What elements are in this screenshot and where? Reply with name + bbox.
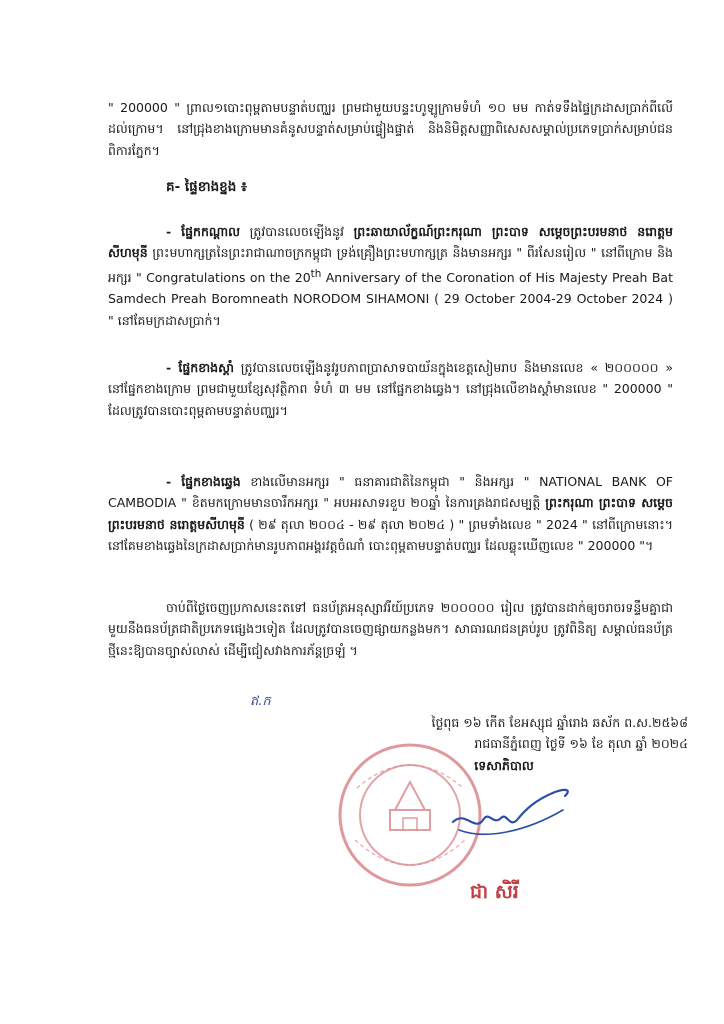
left-paragraph: [108, 471, 673, 557]
intro-text: " 200000 " ព្រាល១បោះពុម្ពតាមបន្ទាត់បញ្ឈរ ព្រមជាមួយបន្ទះហូឡូក្រាមទំហំ ១០ មម កាត់ទទឹងផ្ទៃក្រដាសប្រាក់ពីលើដល់ក្រោម។ នៅជ្រុងខាងក្រោមមានគំនូសបន្ទាត់សម្រាប់ផ្ទៀងផ្ទាត់ និងនិមិត្តសញ្ញាពិសេសសម្គាល់ប្រភេទប្រាក់សម្រាប់ជនពិការភ្នែក។: [108, 99, 673, 158]
center-paragraph: [108, 221, 673, 332]
signer-name: ជា សិរី: [470, 881, 519, 903]
center-sup: th: [310, 267, 322, 280]
handwritten-initial: ឥ.ក: [250, 694, 271, 709]
center-text-a: ត្រូវបានលេចឡើងនូវ: [240, 223, 354, 239]
center-text-b: ព្រះមហាក្សត្រនៃព្រះរាជាណាចក្រកម្ពុជា ទ្រង់គ្រឿងព្រះមហាក្សត្រ និងមានអក្សរ " ពីរសែនរៀល " នៅពីក្រោម និងអក្សរ " Congratulations on the 20: [108, 245, 673, 285]
left-text-b: ( ២៩ តុលា ២០០៤ - ២៩ តុលា ២០២៤ ) " ព្រមទាំងលេខ " 2024 " នៅពីក្រោមនោះ។ នៅគែមខាងឆ្វេងនៃក្រដាសប្រាក់មានរូបភាពអង្គរវត្តចំណាំ បោះពុម្ពតាមបន្ទាត់បញ្ឈរ ដែលឆ្លុះឃើញលេខ " 200000 "។: [108, 516, 673, 553]
center-text-c: Anniversary of the Coronation of His Majesty Preah Bat Samdech Preah Boromneath NORODOM SIHAMONI ( 29 October 2004-29 October 2024 ) " នៅគែមក្រដាសប្រាក់។: [108, 269, 673, 328]
left-bold-name: ព្រះករុណា ព្រះបាទ សម្តេចព្រះបរមនាថ នរោត្តមសីហមុនី: [108, 495, 673, 532]
left-text-a: ខាងលើមានអក្សរ " ធនាគារជាតិនៃកម្ពុជា " និងអក្សរ " NATIONAL BANK OF CAMBODIA " ខិតមកក្រោមមានចារឹកអក្សរ " អបអរសាទរខួប ២០ឆ្នាំ នៃការគ្រងរាជសម្បត្តិ: [108, 473, 673, 510]
center-bold-name: ព្រះឆាយាល័ក្ខណ៍ព្រះករុណា ព្រះបាទ សម្តេចព្រះបរមនាថ នរោត្តមសីហមុនី: [108, 223, 673, 260]
section-heading: គ- ផ្ទៃខាងខ្នង ៖: [166, 179, 247, 195]
lunar-date: ថ្ងៃពុធ ១៦ កើត ខែអស្សុជ ឆ្នាំរោង ឆស័ក ព.ស.២៥៦៨: [431, 715, 688, 730]
center-lead: - ផ្នែកកណ្តាល: [166, 223, 241, 239]
right-text: ត្រូវបានលេចឡើងនូវរូបភាពប្រាសាទបាយ័នក្នុងខេត្តសៀមរាប និងមានលេខ « ២០០០០០ » នៅផ្នែកខាងក្រោម ព្រមជាមួយខ្សែសុវត្ថិភាព ទំហំ ៣ មម នៅផ្នែកខាងឆ្វេង។ នៅជ្រុងលើខាងស្តាំមានលេខ " 200000 " ដែលត្រូវបានបោះពុម្ពតាមបន្ទាត់បញ្ឈរ។: [108, 359, 673, 418]
signature-mark: [445, 780, 575, 850]
closing-paragraph: [108, 597, 673, 662]
closing-text: ចាប់ពីថ្ងៃចេញប្រកាសនេះតទៅ ធនប័ត្រអនុស្សាវរីយ៍ប្រភេទ ២០០០០០ រៀល ត្រូវបានដាក់ឲ្យចរាចរទន្ទឹមគ្នាជាមួយនឹងធនប័ត្រជាតិប្រភេទផ្សេងៗទៀត ដែលត្រូវបានចេញផ្សាយកន្លងមក។ សាធារណជនគ្រប់រូប ត្រូវពិនិត្យ សម្គាល់ធនប័ត្រថ្មីនេះឱ្យបានច្បាស់លាស់ ដើម្បីជៀសវាងការភ័ន្តច្រឡំ ។: [108, 599, 673, 658]
right-lead: - ផ្នែកខាងស្តាំ: [166, 359, 234, 375]
right-paragraph: [108, 357, 673, 422]
solar-date: រាជធានីភ្នំពេញ ថ្ងៃទី ១៦ ខែ តុលា ឆ្នាំ ២០២៤: [474, 736, 688, 751]
signer-title: ទេសាភិបាល: [474, 758, 534, 773]
left-lead: - ផ្នែកខាងឆ្វេង: [166, 473, 241, 489]
intro-paragraph: [108, 97, 673, 162]
